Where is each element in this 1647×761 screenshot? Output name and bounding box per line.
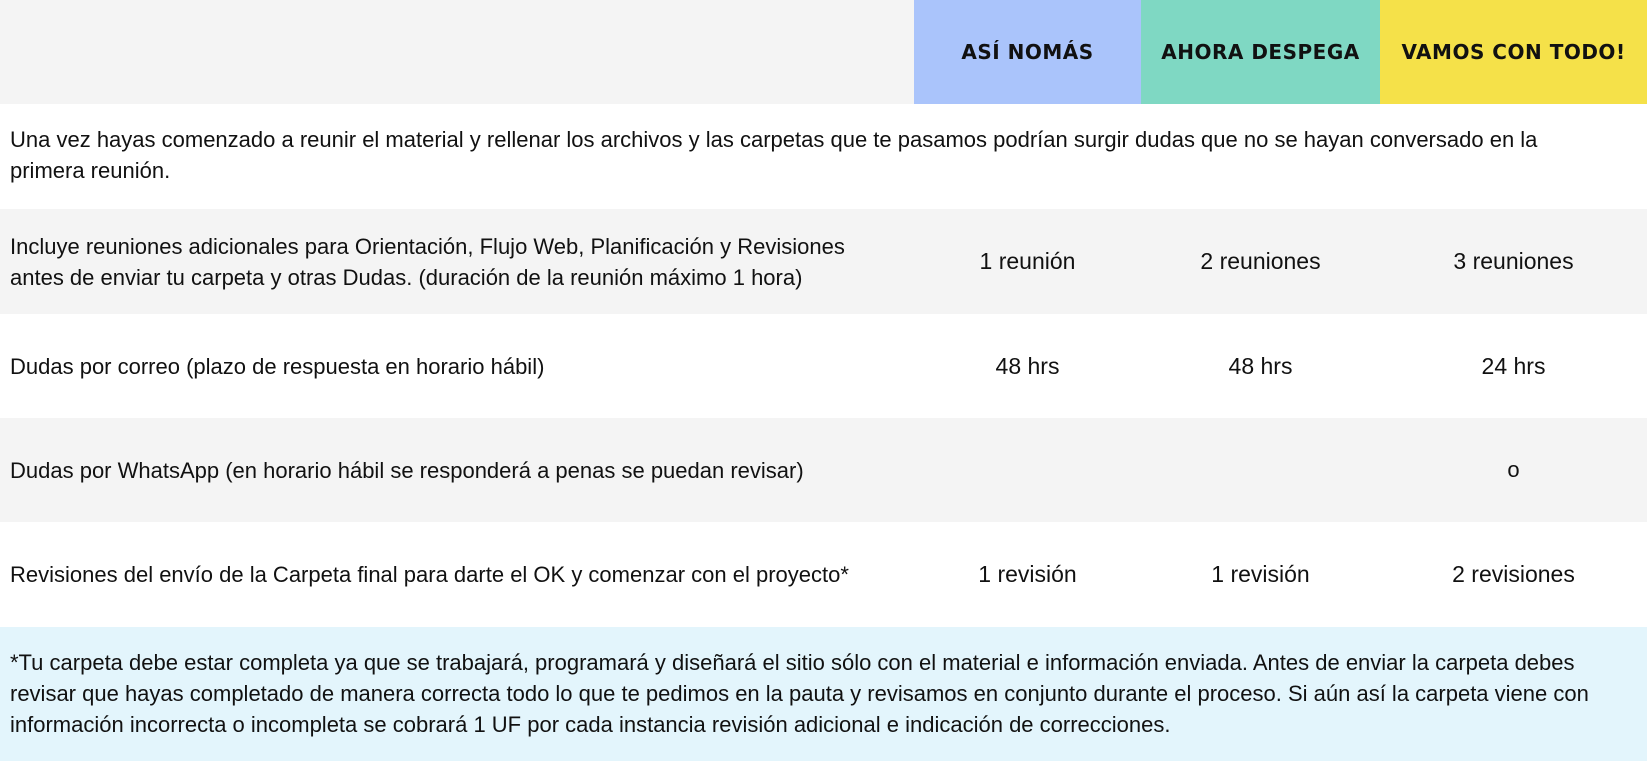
plan-header-row bbox=[0, 0, 1647, 104]
footnote-text: *Tu carpeta debe estar completa ya que se trabajará, programará y diseñará el sitio sólo con el material e información enviada. Antes de enviar la carpeta debes revisar que hayas completado de manera correcta todo lo que te pedimos en la pauta y revisamos en conjunto durante el proceso. Si aún así la carpeta viene con información incorrecta o incompleta se cobrará 1 UF por cada instancia revisión adicional e indicación de correcciones. bbox=[10, 650, 1589, 737]
row-label: Dudas por WhatsApp (en horario hábil se responderá a penas se puedan revisar) bbox=[10, 457, 804, 483]
row-value-plan-2: 2 reuniones bbox=[1200, 248, 1321, 274]
row-label: Revisiones del envío de la Carpeta final para darte el OK y comenzar con el proyecto* bbox=[10, 562, 849, 587]
row-value-plan-2: 48 hrs bbox=[1228, 352, 1293, 379]
table-row-email bbox=[0, 314, 1647, 418]
row-value-plan-1: 1 reunión bbox=[979, 248, 1076, 274]
row-label: Dudas por correo (plazo de respuesta en horario hábil) bbox=[10, 353, 545, 379]
intro-row bbox=[0, 104, 1647, 209]
row-value-plan-3: 2 revisiones bbox=[1452, 561, 1575, 587]
table-row-revisions bbox=[0, 522, 1647, 627]
row-value-plan-2 bbox=[1141, 418, 1380, 522]
row-label: Incluye reuniones adicionales para Orientación, Flujo Web, Planificación y Revisiones antes de enviar tu carpeta y otras Dudas. (duración de la reunión máximo 1 hora) bbox=[10, 233, 845, 290]
row-value-plan-1: 48 hrs bbox=[995, 352, 1060, 379]
row-value-plan-1 bbox=[914, 418, 1141, 522]
plan-header-ahora-despega: AHORA DESPEGA bbox=[1141, 0, 1380, 104]
plan-header-asi-nomas: ASÍ NOMÁS bbox=[914, 0, 1141, 104]
row-value-plan-3: 3 reuniones bbox=[1453, 248, 1574, 274]
table-row-whatsapp bbox=[0, 418, 1647, 522]
table-row-meetings bbox=[0, 209, 1647, 314]
row-value-plan-3: 24 hrs bbox=[1481, 352, 1546, 379]
intro-text: Una vez hayas comenzado a reunir el material y rellenar los archivos y las carpetas que te pasamos podrían surgir dudas que no se hayan conversado en la primera reunión. bbox=[10, 127, 1538, 183]
header-empty-cell bbox=[0, 0, 914, 104]
row-value-plan-2: 1 revisión bbox=[1211, 561, 1310, 587]
row-value-plan-1: 1 revisión bbox=[978, 561, 1077, 587]
plan-header-vamos-con-todo: VAMOS CON TODO! bbox=[1380, 0, 1647, 104]
footnote-row bbox=[0, 627, 1647, 761]
included-mark: o bbox=[1507, 457, 1520, 482]
